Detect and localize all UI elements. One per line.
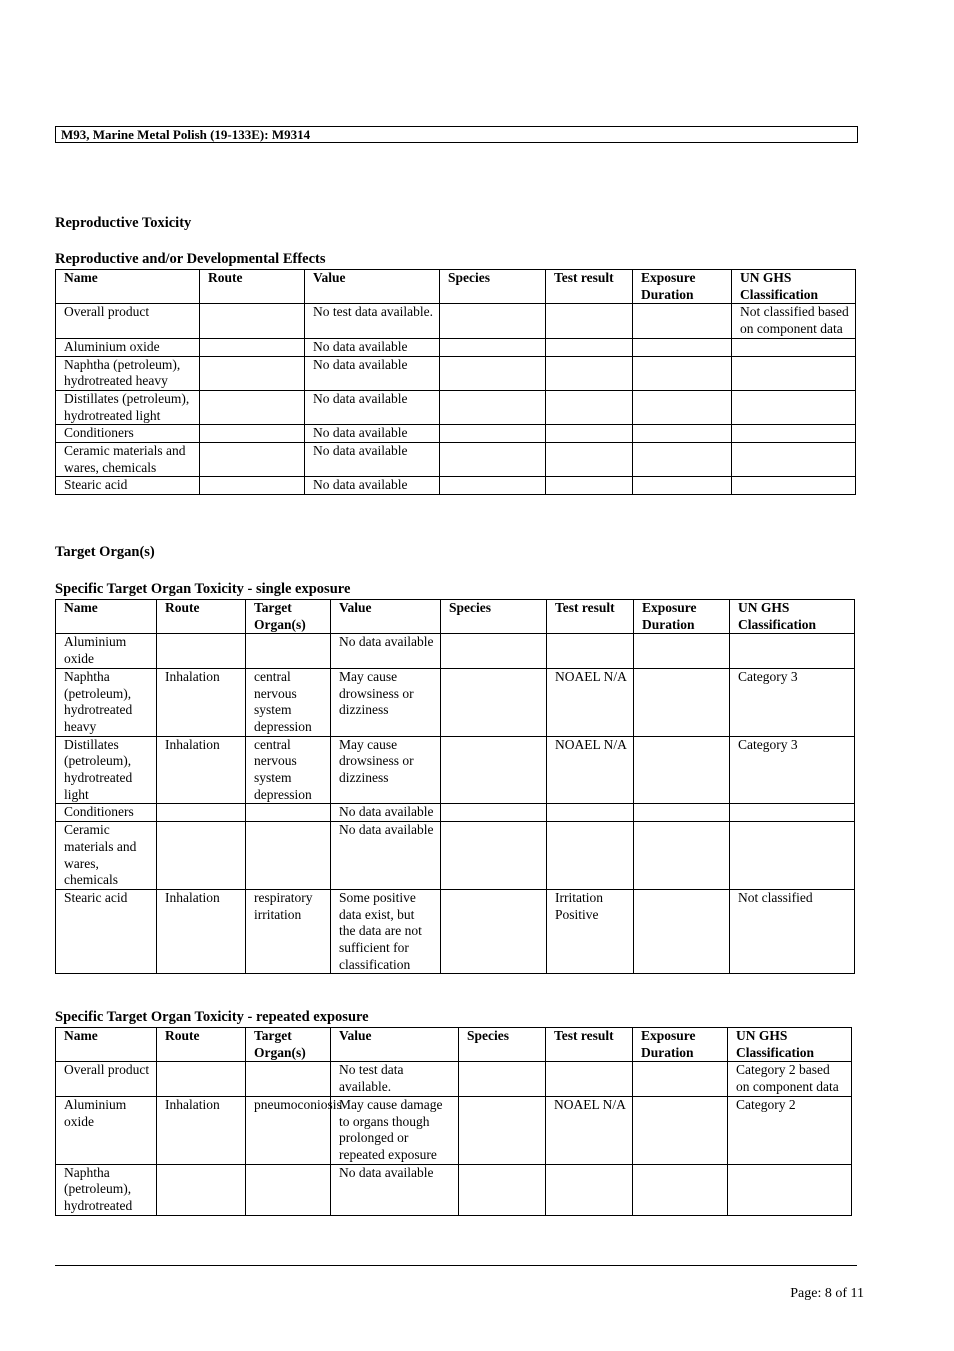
table-cell: Irritation Positive — [547, 889, 634, 974]
table-row — [56, 443, 856, 477]
table-cell — [547, 804, 634, 822]
table-cell: No data available — [305, 338, 440, 356]
table-row — [56, 804, 855, 822]
single-exposure-heading: Specific Target Organ Toxicity - single exposure — [55, 581, 351, 597]
table-cell: No data available — [331, 1164, 459, 1215]
column-header: Route — [157, 600, 246, 634]
table-cell — [200, 390, 305, 424]
table-row — [56, 304, 856, 338]
table-header-row — [56, 1028, 852, 1062]
column-header: Test result — [546, 270, 633, 304]
table-row — [56, 338, 856, 356]
table-cell — [157, 804, 246, 822]
table-cell — [634, 889, 730, 974]
table-cell — [441, 668, 547, 736]
table-cell — [633, 477, 732, 495]
table-cell — [246, 822, 331, 890]
table-cell — [440, 304, 546, 338]
document-header: M93, Marine Metal Polish (19-133E): M9314 — [55, 126, 858, 143]
table-cell: No data available — [305, 477, 440, 495]
table-cell — [200, 443, 305, 477]
table-cell — [200, 477, 305, 495]
table-cell: Inhalation — [157, 889, 246, 974]
table-cell: Overall product — [56, 1062, 157, 1096]
table-cell: Some positive data exist, but the data are not sufficient for classification — [331, 889, 441, 974]
table-cell — [732, 477, 856, 495]
table-cell — [200, 304, 305, 338]
table-row — [56, 425, 856, 443]
table-cell — [200, 338, 305, 356]
table-cell: No data available — [331, 634, 441, 668]
column-header: Test result — [546, 1028, 633, 1062]
reproductive-toxicity-heading: Reproductive Toxicity — [55, 215, 192, 231]
table-cell: central nervous system depression — [246, 736, 331, 804]
table-cell: Naphtha (petroleum), hydrotreated — [56, 1164, 157, 1215]
table-cell — [633, 425, 732, 443]
table-cell — [633, 356, 732, 390]
table-cell: Stearic acid — [56, 477, 200, 495]
table-cell — [633, 338, 732, 356]
column-header: UN GHS Classification — [730, 600, 855, 634]
column-header: Value — [331, 1028, 459, 1062]
table-cell — [246, 634, 331, 668]
table-cell — [732, 443, 856, 477]
table-cell: No test data available. — [305, 304, 440, 338]
column-header: Value — [331, 600, 441, 634]
table-cell — [440, 390, 546, 424]
table-cell: Aluminium oxide — [56, 338, 200, 356]
table-cell — [634, 822, 730, 890]
table-cell: Aluminium oxide — [56, 1096, 157, 1164]
column-header: Route — [200, 270, 305, 304]
table-cell: Inhalation — [157, 736, 246, 804]
table-cell: Inhalation — [157, 1096, 246, 1164]
table-cell: Ceramic materials and wares, chemicals — [56, 822, 157, 890]
column-header: Species — [441, 600, 547, 634]
table-row — [56, 1062, 852, 1096]
table-cell — [459, 1164, 546, 1215]
table-cell: May cause drowsiness or dizziness — [331, 736, 441, 804]
table-cell — [732, 390, 856, 424]
table-cell: Stearic acid — [56, 889, 157, 974]
table-cell — [730, 634, 855, 668]
table-cell: Not classified based on component data — [732, 304, 856, 338]
column-header: Test result — [547, 600, 634, 634]
table-cell: Category 3 — [730, 736, 855, 804]
table-row — [56, 356, 856, 390]
column-header: Name — [56, 270, 200, 304]
column-header: UN GHS Classification — [728, 1028, 852, 1062]
column-header: Species — [459, 1028, 546, 1062]
table-cell: pneumoconiosis — [246, 1096, 331, 1164]
table-cell — [157, 822, 246, 890]
column-header: Route — [157, 1028, 246, 1062]
reproductive-effects-table — [55, 269, 856, 495]
table-cell: Ceramic materials and wares, chemicals — [56, 443, 200, 477]
table-cell — [440, 477, 546, 495]
table-cell — [634, 634, 730, 668]
page-number: Page: 8 of 11 — [790, 1286, 864, 1301]
column-header: Exposure Duration — [633, 270, 732, 304]
table-cell — [246, 804, 331, 822]
table-cell — [547, 634, 634, 668]
table-header-row — [56, 270, 856, 304]
table-cell — [633, 1164, 728, 1215]
repeated-exposure-heading: Specific Target Organ Toxicity - repeated exposure — [55, 1009, 369, 1025]
table-row — [56, 634, 855, 668]
table-cell — [634, 668, 730, 736]
table-cell: Category 2 — [728, 1096, 852, 1164]
table-cell: No data available — [305, 356, 440, 390]
table-cell — [459, 1062, 546, 1096]
table-cell — [441, 804, 547, 822]
table-cell: Conditioners — [56, 804, 157, 822]
table-cell — [546, 338, 633, 356]
table-cell: respiratory irritation — [246, 889, 331, 974]
column-header: Name — [56, 1028, 157, 1062]
column-header: Value — [305, 270, 440, 304]
table-header-row — [56, 600, 855, 634]
table-row — [56, 736, 855, 804]
column-header: Exposure Duration — [633, 1028, 728, 1062]
table-cell — [546, 443, 633, 477]
table-cell — [546, 1164, 633, 1215]
table-cell — [246, 1062, 331, 1096]
table-cell: Conditioners — [56, 425, 200, 443]
target-organs-heading: Target Organ(s) — [55, 544, 155, 560]
table-row — [56, 822, 855, 890]
table-cell — [547, 822, 634, 890]
table-cell — [634, 804, 730, 822]
table-cell — [546, 1062, 633, 1096]
table-cell: NOAEL N/A — [547, 668, 634, 736]
table-cell: NOAEL N/A — [547, 736, 634, 804]
table-cell — [441, 634, 547, 668]
table-cell: No data available — [331, 822, 441, 890]
table-cell: No data available — [305, 443, 440, 477]
column-header: Species — [440, 270, 546, 304]
table-cell — [633, 443, 732, 477]
table-cell — [440, 443, 546, 477]
table-cell — [459, 1096, 546, 1164]
column-header: Exposure Duration — [634, 600, 730, 634]
table-cell — [440, 425, 546, 443]
table-cell — [546, 304, 633, 338]
table-cell: Inhalation — [157, 668, 246, 736]
table-cell: Category 3 — [730, 668, 855, 736]
table-cell — [633, 304, 732, 338]
table-cell — [633, 390, 732, 424]
table-cell — [546, 356, 633, 390]
table-row — [56, 1096, 852, 1164]
table-cell: Aluminium oxide — [56, 634, 157, 668]
table-cell — [200, 425, 305, 443]
table-cell — [728, 1164, 852, 1215]
table-cell: Overall product — [56, 304, 200, 338]
table-row — [56, 1164, 852, 1215]
table-cell: central nervous system depression — [246, 668, 331, 736]
table-cell: NOAEL N/A — [546, 1096, 633, 1164]
table-cell: Distillates (petroleum), hydrotreated light — [56, 736, 157, 804]
table-cell — [246, 1164, 331, 1215]
table-cell — [441, 889, 547, 974]
reproductive-effects-heading: Reproductive and/or Developmental Effects — [55, 251, 326, 267]
table-cell — [546, 390, 633, 424]
single-exposure-table — [55, 599, 855, 974]
table-cell — [157, 1062, 246, 1096]
table-cell — [732, 338, 856, 356]
table-cell — [633, 1062, 728, 1096]
table-row — [56, 889, 855, 974]
table-cell — [200, 356, 305, 390]
table-cell: No data available — [331, 804, 441, 822]
table-cell — [440, 356, 546, 390]
table-row — [56, 390, 856, 424]
repeated-exposure-table — [55, 1027, 852, 1216]
table-cell: No data available — [305, 425, 440, 443]
table-cell: Not classified — [730, 889, 855, 974]
table-cell — [157, 1164, 246, 1215]
table-cell: Naphtha (petroleum), hydrotreated heavy — [56, 668, 157, 736]
table-row — [56, 668, 855, 736]
table-cell: May cause damage to organs though prolonged or repeated exposure — [331, 1096, 459, 1164]
table-cell — [157, 634, 246, 668]
table-cell — [441, 736, 547, 804]
table-cell — [634, 736, 730, 804]
table-cell — [546, 425, 633, 443]
column-header: Target Organ(s) — [246, 600, 331, 634]
table-cell: No test data available. — [331, 1062, 459, 1096]
table-cell — [732, 356, 856, 390]
table-cell: Category 2 based on component data — [728, 1062, 852, 1096]
table-cell: No data available — [305, 390, 440, 424]
table-cell — [633, 1096, 728, 1164]
table-cell: Naphtha (petroleum), hydrotreated heavy — [56, 356, 200, 390]
table-cell: Distillates (petroleum), hydrotreated light — [56, 390, 200, 424]
column-header: Name — [56, 600, 157, 634]
table-row — [56, 477, 856, 495]
column-header: UN GHS Classification — [732, 270, 856, 304]
table-cell — [440, 338, 546, 356]
column-header: Target Organ(s) — [246, 1028, 331, 1062]
table-cell — [441, 822, 547, 890]
footer-divider — [55, 1265, 857, 1266]
table-cell — [732, 425, 856, 443]
table-cell — [546, 477, 633, 495]
table-cell — [730, 804, 855, 822]
table-cell: May cause drowsiness or dizziness — [331, 668, 441, 736]
table-cell — [730, 822, 855, 890]
